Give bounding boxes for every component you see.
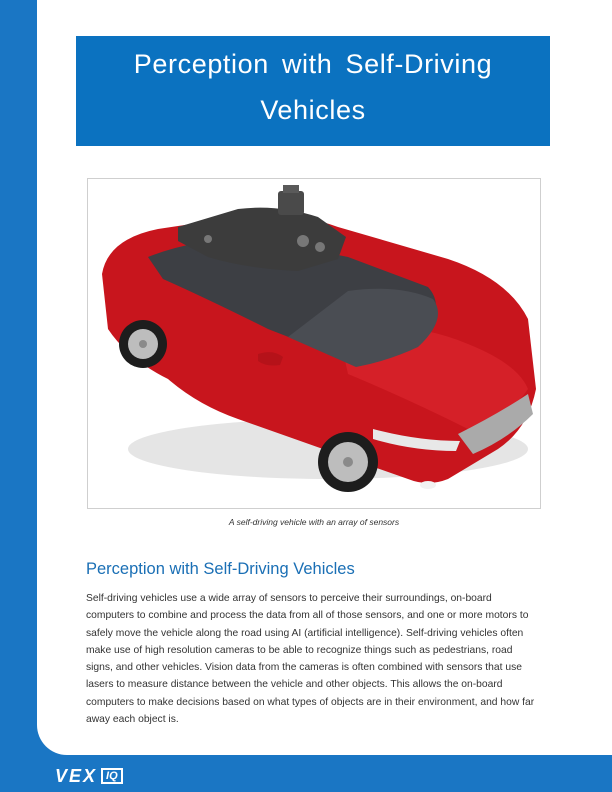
figure-caption: A self-driving vehicle with an array of sensors — [228, 517, 400, 527]
lidar-cap — [283, 185, 299, 193]
vex-iq-logo — [55, 767, 123, 785]
lidar-sensor — [278, 191, 304, 215]
figure-frame — [87, 178, 541, 509]
page-title: Perception with Self-Driving Vehicles — [76, 36, 550, 146]
camera-lens — [204, 235, 212, 243]
camera-lens — [315, 242, 325, 252]
logo-iq-text: IQ — [101, 768, 123, 784]
body-paragraph: Self-driving vehicles use a wide array of sensors to perceive their surroundings, on-board computers to combine and process the data from all of those sensors, and one or more motors to safely move the vehicle along the road using AI (artificial intelligence). Self-driving vehicles often make use of high resolution cameras to be able to recognize things such as pedestrians, road signs, and other vehicles. Vision data from the cameras is often combined with sensors that use lasers to measure distance between the vehicle and other objects. This allows the on-board computers to make decisions based on what types of objects are in their environment, and how far away each object is. — [86, 593, 535, 726]
fog-light — [420, 481, 436, 489]
rear-hub — [139, 340, 147, 348]
logo-vex-text: VEX — [55, 765, 98, 786]
camera-lens — [297, 235, 309, 247]
front-hub — [343, 457, 353, 467]
self-driving-car-illustration — [88, 179, 540, 508]
section-heading: Perception with Self-Driving Vehicles — [86, 560, 355, 578]
